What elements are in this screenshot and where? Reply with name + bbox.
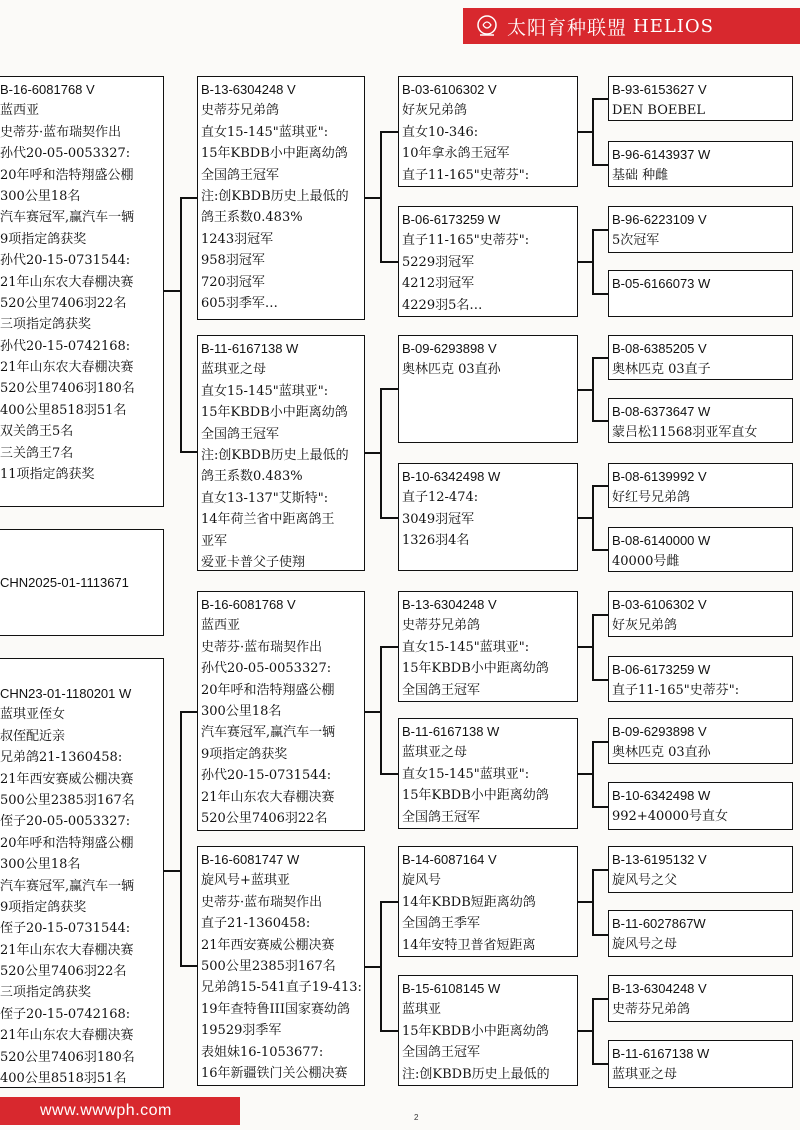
connector-line xyxy=(592,229,608,231)
connector-line xyxy=(592,549,608,551)
pedigree-note-line: 直子21-1360458: xyxy=(201,916,311,932)
pedigree-note-line: 300公里18名 xyxy=(0,857,81,873)
pedigree-note-line: 300公里18名 xyxy=(201,703,282,719)
pedigree-note-line: 亚军 xyxy=(201,533,228,549)
ring-number: B-10-6342498 W xyxy=(402,469,501,484)
ring-number: B-08-6139992 V xyxy=(612,469,707,484)
pedigree-note-line: 直子11-165"史蒂芬": xyxy=(402,167,530,183)
subject-ring-number: CHN2025-01-1113671 xyxy=(0,575,129,590)
pedigree-note-line: 全国鸽王季军 xyxy=(402,916,481,932)
pedigree-note-line: 史蒂芬兄弟鸽 xyxy=(201,103,280,119)
pedigree-note-line: 孙代20-15-0731544: xyxy=(201,768,332,784)
ring-number: B-03-6106302 V xyxy=(612,597,707,612)
connector-line xyxy=(592,679,608,681)
pedigree-note-line: 旋风号+蓝琪亚 xyxy=(201,873,290,889)
pedigree-note-line: 15年KBDB小中距离幼鸽 xyxy=(201,146,348,162)
connector-line xyxy=(380,646,398,648)
pedigree-note-line: 好灰兄弟鸽 xyxy=(402,103,468,119)
pedigree-note-line: 直女10-346: xyxy=(402,124,479,140)
pedigree-note-line: 14年KBDB短距离幼鸽 xyxy=(402,894,536,910)
connector-line xyxy=(380,261,398,263)
ssd-card xyxy=(398,206,578,317)
connector-line xyxy=(592,614,594,680)
ring-number: B-11-6167138 W xyxy=(402,724,500,739)
dam-card xyxy=(0,658,164,1088)
ring-number: B-05-6166073 W xyxy=(612,276,711,291)
ddd-card xyxy=(398,975,578,1086)
pedigree-note-line: 520公里7406羽22名 xyxy=(0,964,127,980)
pedigree-note-line: 好红号兄弟鸽 xyxy=(612,490,691,506)
ring-number: B-93-6153627 V xyxy=(612,82,707,97)
pedigree-note-line: 兄弟鸽21-1360458: xyxy=(0,750,123,766)
pedigree-note-line: 4212羽冠军 xyxy=(402,276,475,292)
connector-line xyxy=(592,229,594,294)
pedigree-note-line: 蓝琪亚 xyxy=(402,1002,442,1018)
pedigree-note-line: 汽车赛冠军,赢汽车一辆 xyxy=(0,878,135,894)
pedigree-note-line: 孙代20-05-0053327: xyxy=(0,146,131,162)
connector-line xyxy=(578,389,593,391)
pedigree-note-line: 侄子20-15-0742168: xyxy=(0,1006,131,1022)
pedigree-note-line: 三项指定鸽获奖 xyxy=(0,985,92,1001)
g4-card xyxy=(608,76,793,121)
ring-number: B-16-6081768 V xyxy=(0,82,95,97)
pedigree-note-line: 全国鸽王冠军 xyxy=(402,682,481,698)
pedigree-note-line: 1326羽4名 xyxy=(402,533,470,549)
pedigree-note-line: 19529羽季军 xyxy=(201,1023,282,1039)
pedigree-note-line: 9项指定鸽获奖 xyxy=(201,746,288,762)
sss-card xyxy=(398,76,578,187)
pedigree-note-line: 三关鸽王7名 xyxy=(0,445,74,461)
pedigree-note-line: 10年拿永鸽王冠军 xyxy=(402,146,510,162)
connector-line xyxy=(592,998,608,1000)
sire-dam-card xyxy=(197,335,365,571)
connector-line xyxy=(365,966,381,968)
ring-number: CHN23-01-1180201 W xyxy=(0,686,132,701)
g4-card xyxy=(608,463,793,508)
ring-number: B-16-6081747 W xyxy=(201,852,300,867)
pedigree-note-line: 奥林匹克 03直孙 xyxy=(612,745,711,761)
pedigree-note-line: 21年山东农大春棚决赛 xyxy=(0,942,134,958)
ring-number: B-08-6140000 W xyxy=(612,533,711,548)
g4-card xyxy=(608,527,793,572)
pedigree-note-line: 15年KBDB小中距离幼鸽 xyxy=(402,1023,549,1039)
connector-line xyxy=(578,517,593,519)
connector-line xyxy=(578,901,593,903)
sun-logo-icon xyxy=(475,13,499,39)
pedigree-note-line: 300公里18名 xyxy=(0,188,81,204)
pedigree-note-line: 基础 种雌 xyxy=(612,168,669,184)
pedigree-note-line: 21年山东农大春棚决赛 xyxy=(0,274,134,290)
pedigree-note-line: 605羽季军… xyxy=(201,295,278,311)
pedigree-note-line: 1243羽冠军 xyxy=(201,231,274,247)
pedigree-note-line: 旋风号 xyxy=(402,873,442,889)
pedigree-note-line: 3049羽冠军 xyxy=(402,511,475,527)
sds-card xyxy=(398,335,578,443)
pedigree-note-line: 爱亚卡普父子使翔 xyxy=(201,554,306,570)
pedigree-note-line: 9项指定鸽获奖 xyxy=(0,899,87,915)
connector-line xyxy=(180,197,197,199)
ring-number: B-06-6173259 W xyxy=(612,662,711,677)
pedigree-note-line: 蓝琪亚之母 xyxy=(612,1067,678,1083)
ring-number: B-11-6027867W xyxy=(612,916,706,931)
pedigree-note-line: 双关鸽王5名 xyxy=(0,424,74,440)
brand-name-en: HELIOS xyxy=(633,15,715,37)
sire-sire-card xyxy=(197,76,365,320)
pedigree-note-line: 4229羽5名… xyxy=(402,297,483,313)
pedigree-note-line: 孙代20-05-0053327: xyxy=(201,661,332,677)
connector-line xyxy=(592,357,608,359)
dam-dam-card xyxy=(197,846,365,1086)
pedigree-note-line: DEN BOEBEL xyxy=(612,103,706,119)
connector-line xyxy=(380,388,382,518)
pedigree-note-line: 蓝琪亚之母 xyxy=(402,745,468,761)
pedigree-note-line: 叔侄配近亲 xyxy=(0,728,66,744)
pedigree-note-line: 400公里8518羽51名 xyxy=(0,1071,127,1087)
pedigree-note-line: 汽车赛冠军,赢汽车一辆 xyxy=(0,210,135,226)
ring-number: B-03-6106302 V xyxy=(402,82,497,97)
pedigree-note-line: 21年山东农大春棚决赛 xyxy=(0,360,134,376)
connector-line xyxy=(380,131,398,133)
pedigree-note-line: 史蒂芬·蓝布瑞契作出 xyxy=(0,124,122,140)
connector-line xyxy=(180,711,182,966)
pedigree-note-line: 全国鸽王冠军 xyxy=(402,809,481,825)
connector-line xyxy=(180,965,197,967)
ring-number: B-09-6293898 V xyxy=(612,724,707,739)
pedigree-note-line: 11项指定鸽获奖 xyxy=(0,467,95,483)
pedigree-note-line: 20年呼和浩特翔盛公棚 xyxy=(0,167,134,183)
ring-number: B-11-6167138 W xyxy=(612,1046,710,1061)
connector-line xyxy=(592,741,594,807)
pedigree-note-line: 9项指定鸽获奖 xyxy=(0,231,87,247)
pedigree-note-line: 直子11-165"史蒂芬": xyxy=(612,683,740,699)
pedigree-note-line: 21年山东农大春棚决赛 xyxy=(0,1028,134,1044)
connector-line xyxy=(592,485,608,487)
pedigree-note-line: 蓝琪亚之母 xyxy=(201,362,267,378)
footer-website-bar xyxy=(0,1097,240,1125)
pedigree-note-line: 40000号雌 xyxy=(612,554,680,570)
connector-line xyxy=(592,741,608,743)
ring-number: B-10-6342498 W xyxy=(612,788,711,803)
pedigree-note-line: 史蒂芬·蓝布瑞契作出 xyxy=(201,894,323,910)
connector-line xyxy=(380,388,398,390)
pedigree-note-line: 直女15-145"蓝琪亚": xyxy=(201,383,329,399)
pedigree-note-line: 15年KBDB小中距离幼鸽 xyxy=(201,405,348,421)
connector-line xyxy=(592,934,608,936)
connector-line xyxy=(592,998,594,1064)
pedigree-note-line: 520公里7406羽180名 xyxy=(0,381,135,397)
pedigree-note-line: 992+40000号直女 xyxy=(612,809,729,825)
g4-card xyxy=(608,270,793,317)
pedigree-note-line: 旋风号之父 xyxy=(612,873,678,889)
pedigree-note-line: 奥林匹克 03直子 xyxy=(612,362,711,378)
dsd-card xyxy=(398,718,578,829)
connector-line xyxy=(164,870,181,872)
ring-number: B-08-6373647 W xyxy=(612,404,711,419)
pedigree-note-line: 蒙吕松11568羽亚军直女 xyxy=(612,425,758,441)
dam-sire-card xyxy=(197,591,365,831)
g4-card xyxy=(608,1040,793,1088)
ring-number: B-13-6304248 V xyxy=(201,82,296,97)
pedigree-note-line: 5次冠军 xyxy=(612,233,660,249)
pedigree-note-line: 19年查特鲁III国家赛幼鸽 xyxy=(201,1001,350,1017)
ring-number: B-13-6304248 V xyxy=(402,597,497,612)
pedigree-note-line: 720羽冠军 xyxy=(201,274,265,290)
pedigree-note-line: 蓝琪亚侄女 xyxy=(0,707,66,723)
connector-line xyxy=(592,420,608,422)
pedigree-note-line: 15年KBDB小中距离幼鸽 xyxy=(402,788,549,804)
ring-number: B-06-6173259 W xyxy=(402,212,501,227)
website-link[interactable]: www.wwwph.com xyxy=(40,1102,172,1119)
pedigree-note-line: 直女13-137"艾斯特": xyxy=(201,490,329,506)
pedigree-note-line: 孙代20-15-0742168: xyxy=(0,338,131,354)
connector-line xyxy=(578,131,593,133)
pedigree-note-line: 鸽王系数0.483% xyxy=(201,210,303,226)
pedigree-note-line: 全国鸽王冠军 xyxy=(201,167,280,183)
sire-card xyxy=(0,76,164,507)
connector-line xyxy=(578,261,593,263)
pedigree-note-line: 注:创KBDB历史上最低的 xyxy=(201,188,349,204)
sdd-card xyxy=(398,463,578,571)
pedigree-note-line: 侄子20-05-0053327: xyxy=(0,814,131,830)
g4-card xyxy=(608,718,793,764)
pedigree-note-line: 三项指定鸽获奖 xyxy=(0,317,92,333)
pedigree-note-line: 500公里2385羽167名 xyxy=(201,958,336,974)
pedigree-note-line: 旋风号之母 xyxy=(612,937,678,953)
connector-line xyxy=(592,485,594,550)
subject-card xyxy=(0,529,164,636)
pedigree-note-line: 直女15-145"蓝琪亚": xyxy=(402,639,530,655)
pedigree-note-line: 好灰兄弟鸽 xyxy=(612,618,678,634)
pedigree-note-line: 520公里7406羽180名 xyxy=(0,1049,135,1065)
brand-name-cn: 太阳育种联盟 xyxy=(507,16,628,39)
g4-card xyxy=(608,846,793,893)
connector-line xyxy=(578,773,593,775)
pedigree-note-line: 520公里7406羽22名 xyxy=(0,295,127,311)
g4-card xyxy=(608,591,793,637)
connector-line xyxy=(592,614,608,616)
ring-number: B-15-6108145 W xyxy=(402,981,501,996)
dss-card xyxy=(398,591,578,702)
pedigree-note-line: 15年KBDB小中距离幼鸽 xyxy=(402,661,549,677)
connector-line xyxy=(380,131,382,262)
connector-line xyxy=(380,1030,398,1032)
connector-line xyxy=(180,197,182,452)
connector-line xyxy=(592,164,608,166)
pedigree-note-line: 16年新疆铁门关公棚决赛 xyxy=(201,1065,348,1081)
pedigree-note-line: 注:创KBDB历史上最低的 xyxy=(402,1066,550,1082)
pedigree-note-line: 奥林匹克 03直孙 xyxy=(402,362,501,378)
pedigree-note-line: 蓝西亚 xyxy=(0,103,40,119)
g4-card xyxy=(608,398,793,443)
page-number: 2 xyxy=(414,1113,419,1122)
pedigree-note-line: 20年呼和浩特翔盛公棚 xyxy=(201,682,335,698)
pedigree-note-line: 14年安特卫普省短距离 xyxy=(402,937,536,953)
connector-line xyxy=(380,773,398,775)
brand-banner xyxy=(463,8,800,44)
pedigree-note-line: 直女15-145"蓝琪亚": xyxy=(402,766,530,782)
connector-line xyxy=(380,901,398,903)
connector-line xyxy=(164,290,181,292)
connector-line xyxy=(578,1030,593,1032)
pedigree-note-line: 21年西安赛威公棚决赛 xyxy=(0,771,134,787)
g4-card xyxy=(608,782,793,830)
pedigree-note-line: 400公里8518羽51名 xyxy=(0,402,127,418)
ring-number: B-09-6293898 V xyxy=(402,341,497,356)
pedigree-note-line: 全国鸽王冠军 xyxy=(402,1045,481,1061)
pedigree-note-line: 史蒂芬兄弟鸽 xyxy=(402,618,481,634)
pedigree-note-line: 注:创KBDB历史上最低的 xyxy=(201,447,349,463)
g4-card xyxy=(608,141,793,187)
connector-line xyxy=(365,197,381,199)
connector-line xyxy=(365,452,381,454)
ring-number: B-11-6167138 W xyxy=(201,341,299,356)
pedigree-note-line: 直女15-145"蓝琪亚": xyxy=(201,124,329,140)
connector-line xyxy=(380,901,382,1031)
pedigree-note-line: 21年山东农大春棚决赛 xyxy=(201,789,335,805)
connector-line xyxy=(180,711,197,713)
ring-number: B-14-6087164 V xyxy=(402,852,497,867)
connector-line xyxy=(380,517,398,519)
connector-line xyxy=(592,357,594,421)
pedigree-note-line: 孙代20-15-0731544: xyxy=(0,253,131,269)
g4-card xyxy=(608,656,793,702)
pedigree-note-line: 520公里7406羽22名 xyxy=(201,810,328,826)
ring-number: B-96-6223109 V xyxy=(612,212,707,227)
pedigree-note-line: 侄子20-15-0731544: xyxy=(0,921,131,937)
connector-line xyxy=(592,806,608,808)
pedigree-note-line: 表姐妹16-1053677: xyxy=(201,1044,324,1060)
connector-line xyxy=(578,646,593,648)
dds-card xyxy=(398,846,578,957)
connector-line xyxy=(180,451,197,453)
pedigree-note-line: 21年西安赛威公棚决赛 xyxy=(201,937,335,953)
pedigree-note-line: 500公里2385羽167名 xyxy=(0,792,135,808)
g4-card xyxy=(608,206,793,253)
pedigree-note-line: 全国鸽王冠军 xyxy=(201,426,280,442)
connector-line xyxy=(365,711,381,713)
connector-line xyxy=(592,98,594,165)
g4-card xyxy=(608,335,793,380)
pedigree-note-line: 14年荷兰省中距离鸽王 xyxy=(201,512,335,528)
connector-line xyxy=(592,869,594,935)
pedigree-note-line: 兄弟鸽15-541直子19-413: xyxy=(201,980,362,996)
ring-number: B-13-6304248 V xyxy=(612,981,707,996)
pedigree-note-line: 蓝西亚 xyxy=(201,618,241,634)
ring-number: B-13-6195132 V xyxy=(612,852,707,867)
g4-card xyxy=(608,975,793,1022)
ring-number: B-16-6081768 V xyxy=(201,597,296,612)
pedigree-note-line: 汽车赛冠军,赢汽车一辆 xyxy=(201,725,336,741)
ring-number: B-96-6143937 W xyxy=(612,147,711,162)
pedigree-note-line: 直子11-165"史蒂芬": xyxy=(402,233,530,249)
connector-line xyxy=(592,869,608,871)
pedigree-note-line: 史蒂芬·蓝布瑞契作出 xyxy=(201,639,323,655)
g4-card xyxy=(608,910,793,957)
pedigree-note-line: 直子12-474: xyxy=(402,490,479,506)
pedigree-note-line: 5229羽冠军 xyxy=(402,254,475,270)
pedigree-note-line: 鸽王系数0.483% xyxy=(201,469,303,485)
pedigree-note-line: 史蒂芬兄弟鸽 xyxy=(612,1002,691,1018)
connector-line xyxy=(592,293,608,295)
ring-number: B-08-6385205 V xyxy=(612,341,707,356)
connector-line xyxy=(592,1063,608,1065)
pedigree-note-line: 958羽冠军 xyxy=(201,253,265,269)
connector-line xyxy=(380,646,382,774)
connector-line xyxy=(592,98,608,100)
pedigree-note-line: 20年呼和浩特翔盛公棚 xyxy=(0,835,134,851)
